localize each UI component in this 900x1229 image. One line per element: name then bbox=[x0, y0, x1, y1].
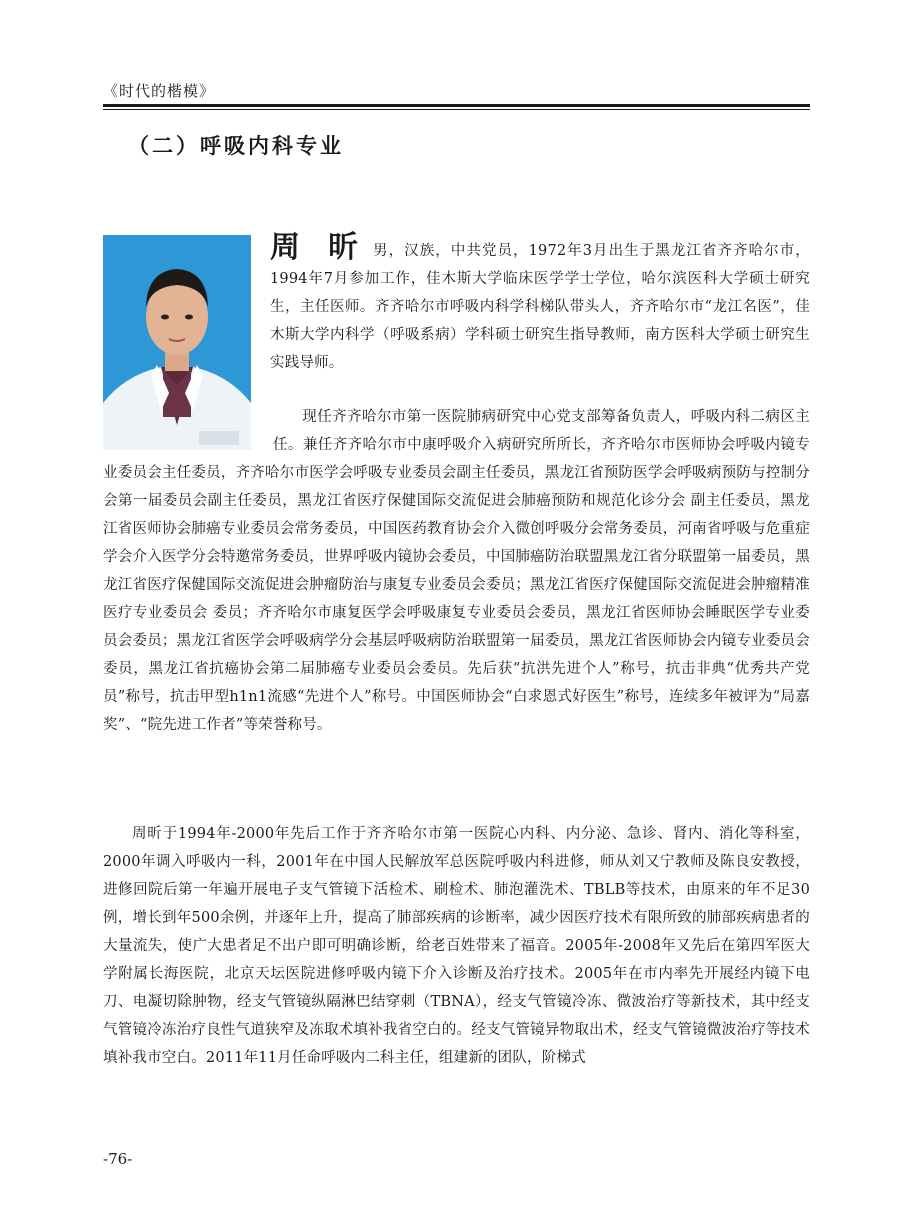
person-name: 周 昕 bbox=[270, 230, 368, 265]
running-title: 《时代的楷模》 bbox=[103, 82, 216, 100]
header-rule-thin bbox=[103, 109, 810, 110]
intro-text: 男，汉族，中共党员，1972年3月出生于黑龙江省齐齐哈尔市，1994年7月参加工作，佳木斯大学临床医学学士学位，哈尔滨医科大学硕士研究生，主任医师。齐齐哈尔市呼吸内科学科梯队带头人，齐齐哈尔市“龙江名医”，佳木斯大学内科学（呼吸系病）学科硕士研究生指导教师，南方医科大学硕士研究生实践导师。 bbox=[270, 243, 810, 371]
page-number: -76- bbox=[103, 1150, 133, 1168]
career-paragraph: 周昕于1994年-2000年先后工作于齐齐哈尔市第一医院心内科、内分泌、急诊、肾内、消化等科室，2000年调入呼吸内一科，2001年在中国人民解放军总医院呼吸内科进修，师从刘又宁教师及陈良安教授，进修回院后第一年遍开展电子支气管镜下活检术、刷检术、肺泡灌洗术、TBLB等技术，由原来的年不足30例，增长到年500余例，并逐年上升，提高了肺部疾病的诊断率，减少因医疗技术有限所致的肺部疾病患者的大量流失，使广大患者足不出户即可明确诊断，给老百姓带来了福音。2005年-2008年又先后在第四军医大学附属长海医院，北京天坛医院进修呼吸内镜下介入诊断及治疗技术。2005年在市内率先开展经内镜下电刀、电凝切除肿物，经支气管镜纵隔淋巴结穿刺（TBNA），经支气管镜冷冻、微波治疗等新技术，其中经支气管镜冷冻治疗良性气道狭窄及冻取术填补我省空白的。经支气管镜异物取出术，经支气管镜微波治疗等技术填补我市空白。2011年11月任命呼吸内二科主任，组建新的团队，阶梯式 bbox=[103, 826, 810, 1066]
photo-text-wrap-spacer bbox=[103, 403, 273, 450]
positions-text: 现任齐齐哈尔市第一医院肺病研究中心党支部筹备负责人，呼吸内科二病区主任。兼任齐齐哈尔市中康呼吸介入病研究所所长，齐齐哈尔市医师协会呼吸内镜专业委员会主任委员，齐齐哈尔市医学会呼吸专业委员会副主任委员，黑龙江省预防医学会呼吸病预防与控制分会第一届委员会副主任委员，黑龙江省医疗保健国际交流促进会肺癌预防和规范化诊分会 副主任委员，黑龙江省医师协会肺癌专业委员会常务委员，中国医药教育协会介入微创呼吸分会常务委员，河南省呼吸与危重症学会介入医学分会特邀常务委员，世界呼吸内镜协会委员，中国肺癌防治联盟黑龙江省分联盟第一届委员，黑龙江省医疗保健国际交流促进会肿瘤防治与康复专业委员会委员；黑龙江省医疗保健国际交流促进会肿瘤精准医疗专业委员会 委员；齐齐哈尔市康复医学会呼吸康复专业委员会委员，黑龙江省医师协会睡眠医学专业委员会委员；黑龙江省医学会呼吸病学分会基层呼吸病防治联盟第一届委员，黑龙江省医师协会内镜专业委员会委员，黑龙江省抗癌协会第二届肺癌专业委员会委员。先后获“抗洪先进个人”称号，抗击非典“优秀共产党员”称号，抗击甲型h1n1流感“先进个人”称号。中国医师协会“白求恩式好医生”称号，连续多年被评为“局嘉奖”、“院先进工作者”等荣誉称号。 bbox=[103, 409, 810, 733]
intro-paragraph bbox=[270, 230, 810, 377]
section-title: （二）呼吸内科专业 bbox=[128, 134, 344, 158]
header-rule-thick bbox=[103, 104, 810, 107]
positions-paragraph bbox=[103, 403, 810, 739]
